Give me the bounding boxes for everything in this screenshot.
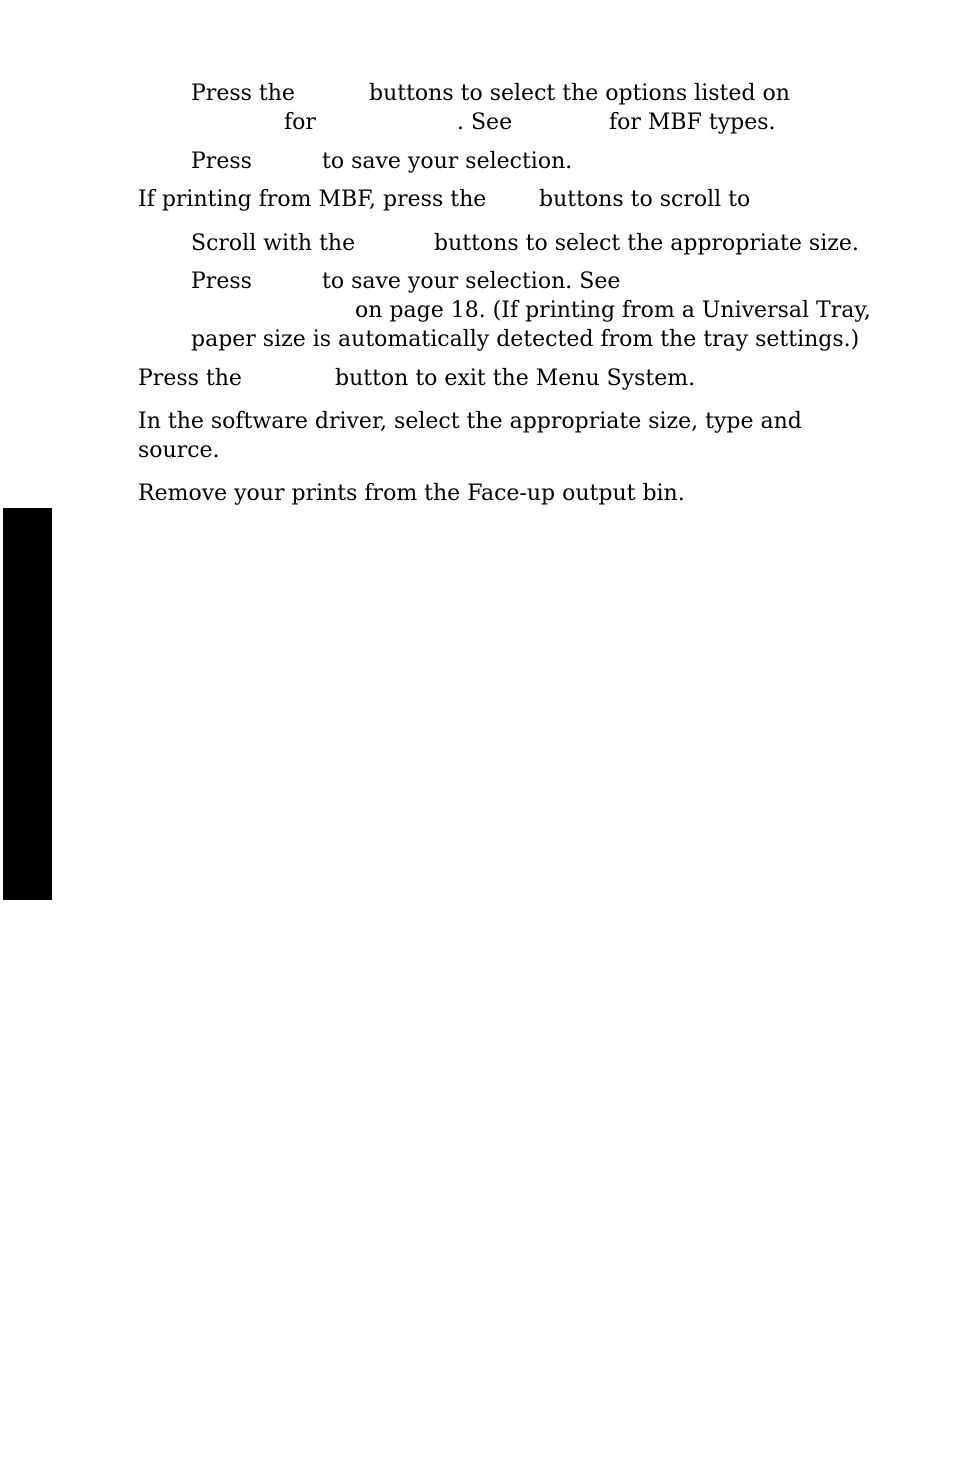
step-text: buttons to select the options listed on	[369, 81, 790, 106]
step-text: paper size is automatically detected from the tray settings.)	[191, 327, 860, 352]
step-text: on page 18. (If printing from a Universal Tray,	[355, 298, 871, 323]
step-text: Press the	[191, 81, 295, 106]
step-text: to save your selection.	[322, 149, 573, 174]
step-text: for MBF types.	[609, 110, 776, 135]
step-text: Press	[191, 149, 252, 174]
chapter-side-tab	[3, 508, 52, 900]
step-text: buttons to select the appropriate size.	[434, 231, 859, 256]
step-text: Scroll with the	[191, 231, 356, 256]
step-text: . See	[457, 110, 513, 135]
step-text: to save your selection. See	[322, 269, 621, 294]
step-text: for	[284, 110, 316, 135]
step-text: Press	[191, 269, 252, 294]
step-text: Press the	[138, 366, 242, 391]
step-text: source.	[138, 438, 220, 463]
step-text: If printing from MBF, press the	[138, 187, 487, 212]
step-text: buttons to scroll to	[539, 187, 751, 212]
step-text: In the software driver, select the appropriate size, type and	[138, 409, 802, 434]
step-text: button to exit the Menu System.	[335, 366, 696, 391]
step-text: Remove your prints from the Face-up output bin.	[138, 481, 685, 506]
